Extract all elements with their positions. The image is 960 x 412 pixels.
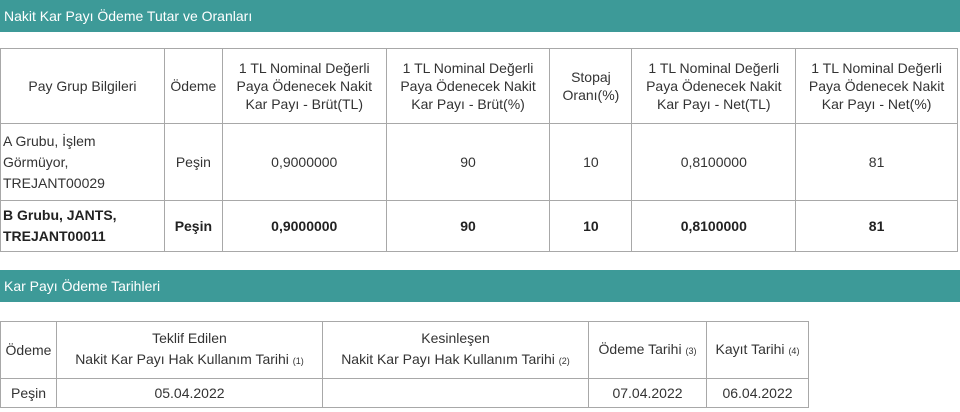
table-cell: 81 xyxy=(796,201,958,252)
footnote-ref: (2) xyxy=(558,356,570,366)
dividend-amounts-table xyxy=(0,48,958,252)
table-cell: 90 xyxy=(386,201,550,252)
table-cell: 90 xyxy=(386,124,550,201)
table-cell: 0,9000000 xyxy=(222,124,386,201)
table-row xyxy=(1,379,809,408)
table-cell: 10 xyxy=(550,201,632,252)
header-cell: 1 TL Nominal Değerli Paya Ödenecek Nakit Kar Payı - Brüt(TL) xyxy=(222,49,386,124)
table-cell: Peşin xyxy=(1,379,57,408)
header-line xyxy=(325,349,586,372)
section-title-payment-dates: Kar Payı Ödeme Tarihleri xyxy=(0,270,960,302)
table-cell: 07.04.2022 xyxy=(589,379,707,408)
table-cell: 0,8100000 xyxy=(632,124,796,201)
header-line xyxy=(59,349,320,372)
table-cell: 81 xyxy=(796,124,958,201)
table-cell: Peşin xyxy=(164,124,222,201)
header-cell: 1 TL Nominal Değerli Paya Ödenecek Nakit Kar Payı - Brüt(%) xyxy=(386,49,550,124)
table-cell: A Grubu, İşlem Görmüyor, TREJANT00029 xyxy=(1,124,165,201)
table-cell xyxy=(323,379,589,408)
table-cell: 0,8100000 xyxy=(632,201,796,252)
header-text: Nakit Kar Payı Hak Kullanım Tarihi xyxy=(341,351,555,367)
header-text: Ödeme Tarihi xyxy=(598,340,682,357)
section-title-dividend-amounts: Nakit Kar Payı Ödeme Tutar ve Oranları xyxy=(0,0,960,32)
table-cell: Peşin xyxy=(164,201,222,252)
header-cell xyxy=(57,322,323,379)
table-row xyxy=(1,201,958,252)
table-cell: 0,9000000 xyxy=(222,201,386,252)
header-cell: Pay Grup Bilgileri xyxy=(1,49,165,124)
table-header-row xyxy=(1,49,958,124)
payment-dates-table xyxy=(0,321,809,408)
header-line: Kesinleşen xyxy=(421,330,490,346)
header-cell: Stopaj Oranı(%) xyxy=(550,49,632,124)
table-row xyxy=(1,124,958,201)
table-cell: B Grubu, JANTS, TREJANT00011 xyxy=(1,201,165,252)
table-cell: 05.04.2022 xyxy=(57,379,323,408)
header-text: Kayıt Tarihi xyxy=(715,340,785,357)
header-cell: Ödeme xyxy=(1,322,57,379)
header-cell xyxy=(589,322,707,379)
header-cell xyxy=(707,322,809,379)
header-line: Teklif Edilen xyxy=(152,330,227,346)
header-cell: 1 TL Nominal Değerli Paya Ödenecek Nakit Kar Payı - Net(%) xyxy=(796,49,958,124)
table-header-row xyxy=(1,322,809,379)
footnote-ref: (3) xyxy=(685,345,697,356)
header-cell: Ödeme xyxy=(164,49,222,124)
header-text: Nakit Kar Payı Hak Kullanım Tarihi xyxy=(75,351,289,367)
table-cell: 06.04.2022 xyxy=(707,379,809,408)
footnote-ref: (1) xyxy=(292,356,304,366)
footnote-ref: (4) xyxy=(788,345,800,356)
table-cell: 10 xyxy=(550,124,632,201)
header-cell: 1 TL Nominal Değerli Paya Ödenecek Nakit Kar Payı - Net(TL) xyxy=(632,49,796,124)
header-cell xyxy=(323,322,589,379)
